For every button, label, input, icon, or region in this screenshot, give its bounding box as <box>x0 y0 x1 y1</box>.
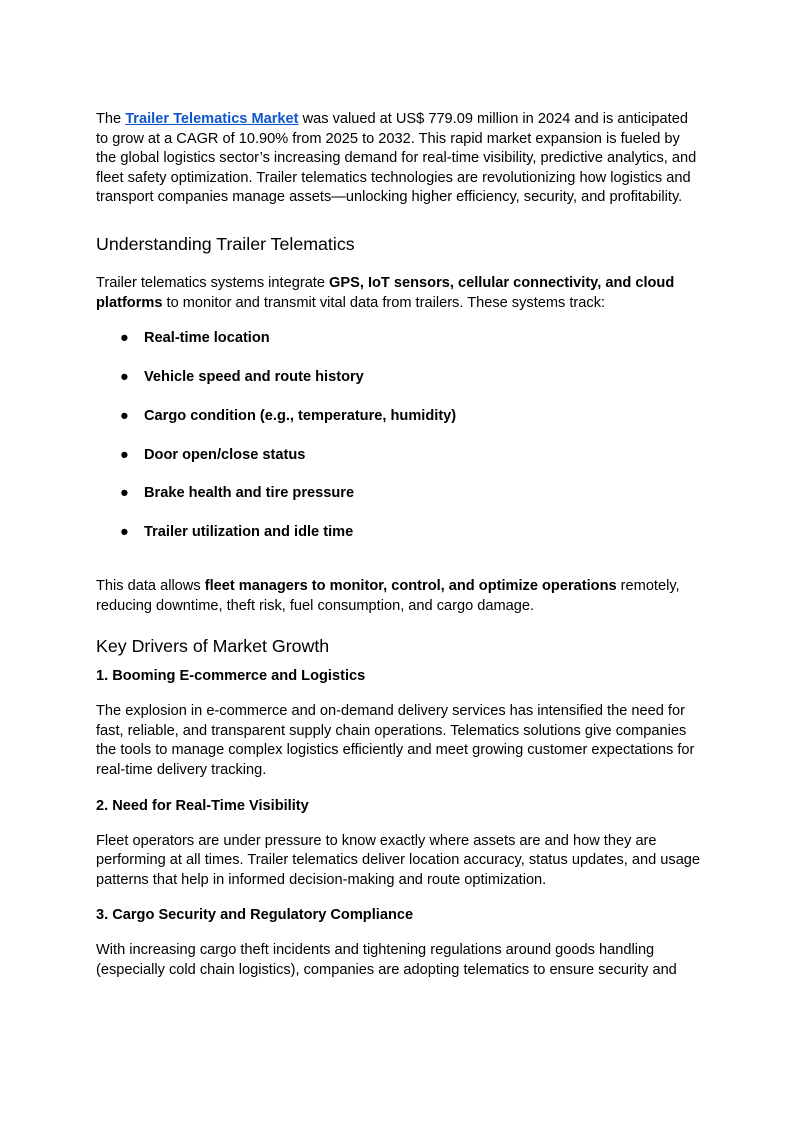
trailer-telematics-market-link[interactable]: Trailer Telematics Market <box>125 111 299 127</box>
section1-para-rest: to monitor and transmit vital data from trailers. These systems track: <box>162 294 606 311</box>
section-heading-understanding: Understanding Trailer Telematics <box>96 233 355 254</box>
list-item-text: Brake health and tire pressure <box>144 485 355 502</box>
bullet-icon: ● <box>120 524 129 541</box>
section1-paragraph <box>96 274 704 313</box>
driver-text-1: The explosion in e-commerce and on-demand delivery services has intensified the need for fast, reliable, and transparent supply chain operations. Telematics solutions give companies the tools to manage complex logistics efficiently and meet growing customer expectations for real-time delivery tracking. <box>96 703 695 778</box>
driver-text-3: With increasing cargo theft incidents and tightening regulations around goods handling (especially cold chain logistics), companies are adopting telematics to ensure security and <box>96 942 677 978</box>
section1-para-prefix: Trailer telematics systems integrate <box>96 274 330 291</box>
list-item-text: Cargo condition (e.g., temperature, humidity) <box>144 407 457 424</box>
section1-para-bold: GPS, IoT sensors, cellular connectivity, and cloud platforms <box>96 274 675 311</box>
driver-heading-3: 3. Cargo Security and Regulatory Compliance <box>96 907 414 924</box>
list-item-text: Real-time location <box>144 330 270 347</box>
list-item <box>96 484 704 503</box>
intro-paragraph <box>96 110 704 208</box>
list-item <box>96 407 704 426</box>
bullet-icon: ● <box>120 368 129 385</box>
after-bold: fleet managers to monitor, control, and optimize operations <box>204 577 617 594</box>
list-item-text: Door open/close status <box>144 446 306 463</box>
bullet-icon: ● <box>120 407 129 424</box>
driver-text-2: Fleet operators are under pressure to know exactly where assets are and how they are performing at all times. Trailer telematics deliver location accuracy, status updates, and usage patterns that help in informed decision-making and route optimization. <box>96 832 701 888</box>
intro-prefix: The <box>96 111 126 127</box>
list-item <box>96 523 704 542</box>
section1-after-paragraph <box>96 577 704 616</box>
bullet-icon: ● <box>120 485 129 502</box>
list-item <box>96 368 704 387</box>
list-item-text: Trailer utilization and idle time <box>144 524 354 541</box>
intro-rest: was valued at US$ 779.09 million in 2024 and is anticipated to grow at a CAGR of 10.90% from 2025 to 2032. This rapid market expansion is fueled by the global logistics sector’s increasing demand for real-time visibility, predictive analytics, and fleet safety optimization. Trailer telematics technologies are revolutionizing how logistics and transport companies manage assets—unlocking higher efficiency, security, and profitability. <box>96 111 697 206</box>
section-heading-key-drivers: Key Drivers of Market Growth <box>96 636 330 657</box>
bullet-icon: ● <box>120 446 129 463</box>
after-prefix: This data allows <box>96 577 205 594</box>
list-item <box>96 329 704 348</box>
bullet-icon: ● <box>120 330 129 347</box>
list-item <box>96 446 704 465</box>
tracking-list <box>96 329 704 542</box>
driver-heading-1: 1. Booming E-commerce and Logistics <box>96 668 366 685</box>
driver-heading-2: 2. Need for Real-Time Visibility <box>96 797 309 814</box>
after-rest: remotely, reducing downtime, theft risk, fuel consumption, and cargo damage. <box>96 577 680 614</box>
list-item-text: Vehicle speed and route history <box>144 368 364 385</box>
